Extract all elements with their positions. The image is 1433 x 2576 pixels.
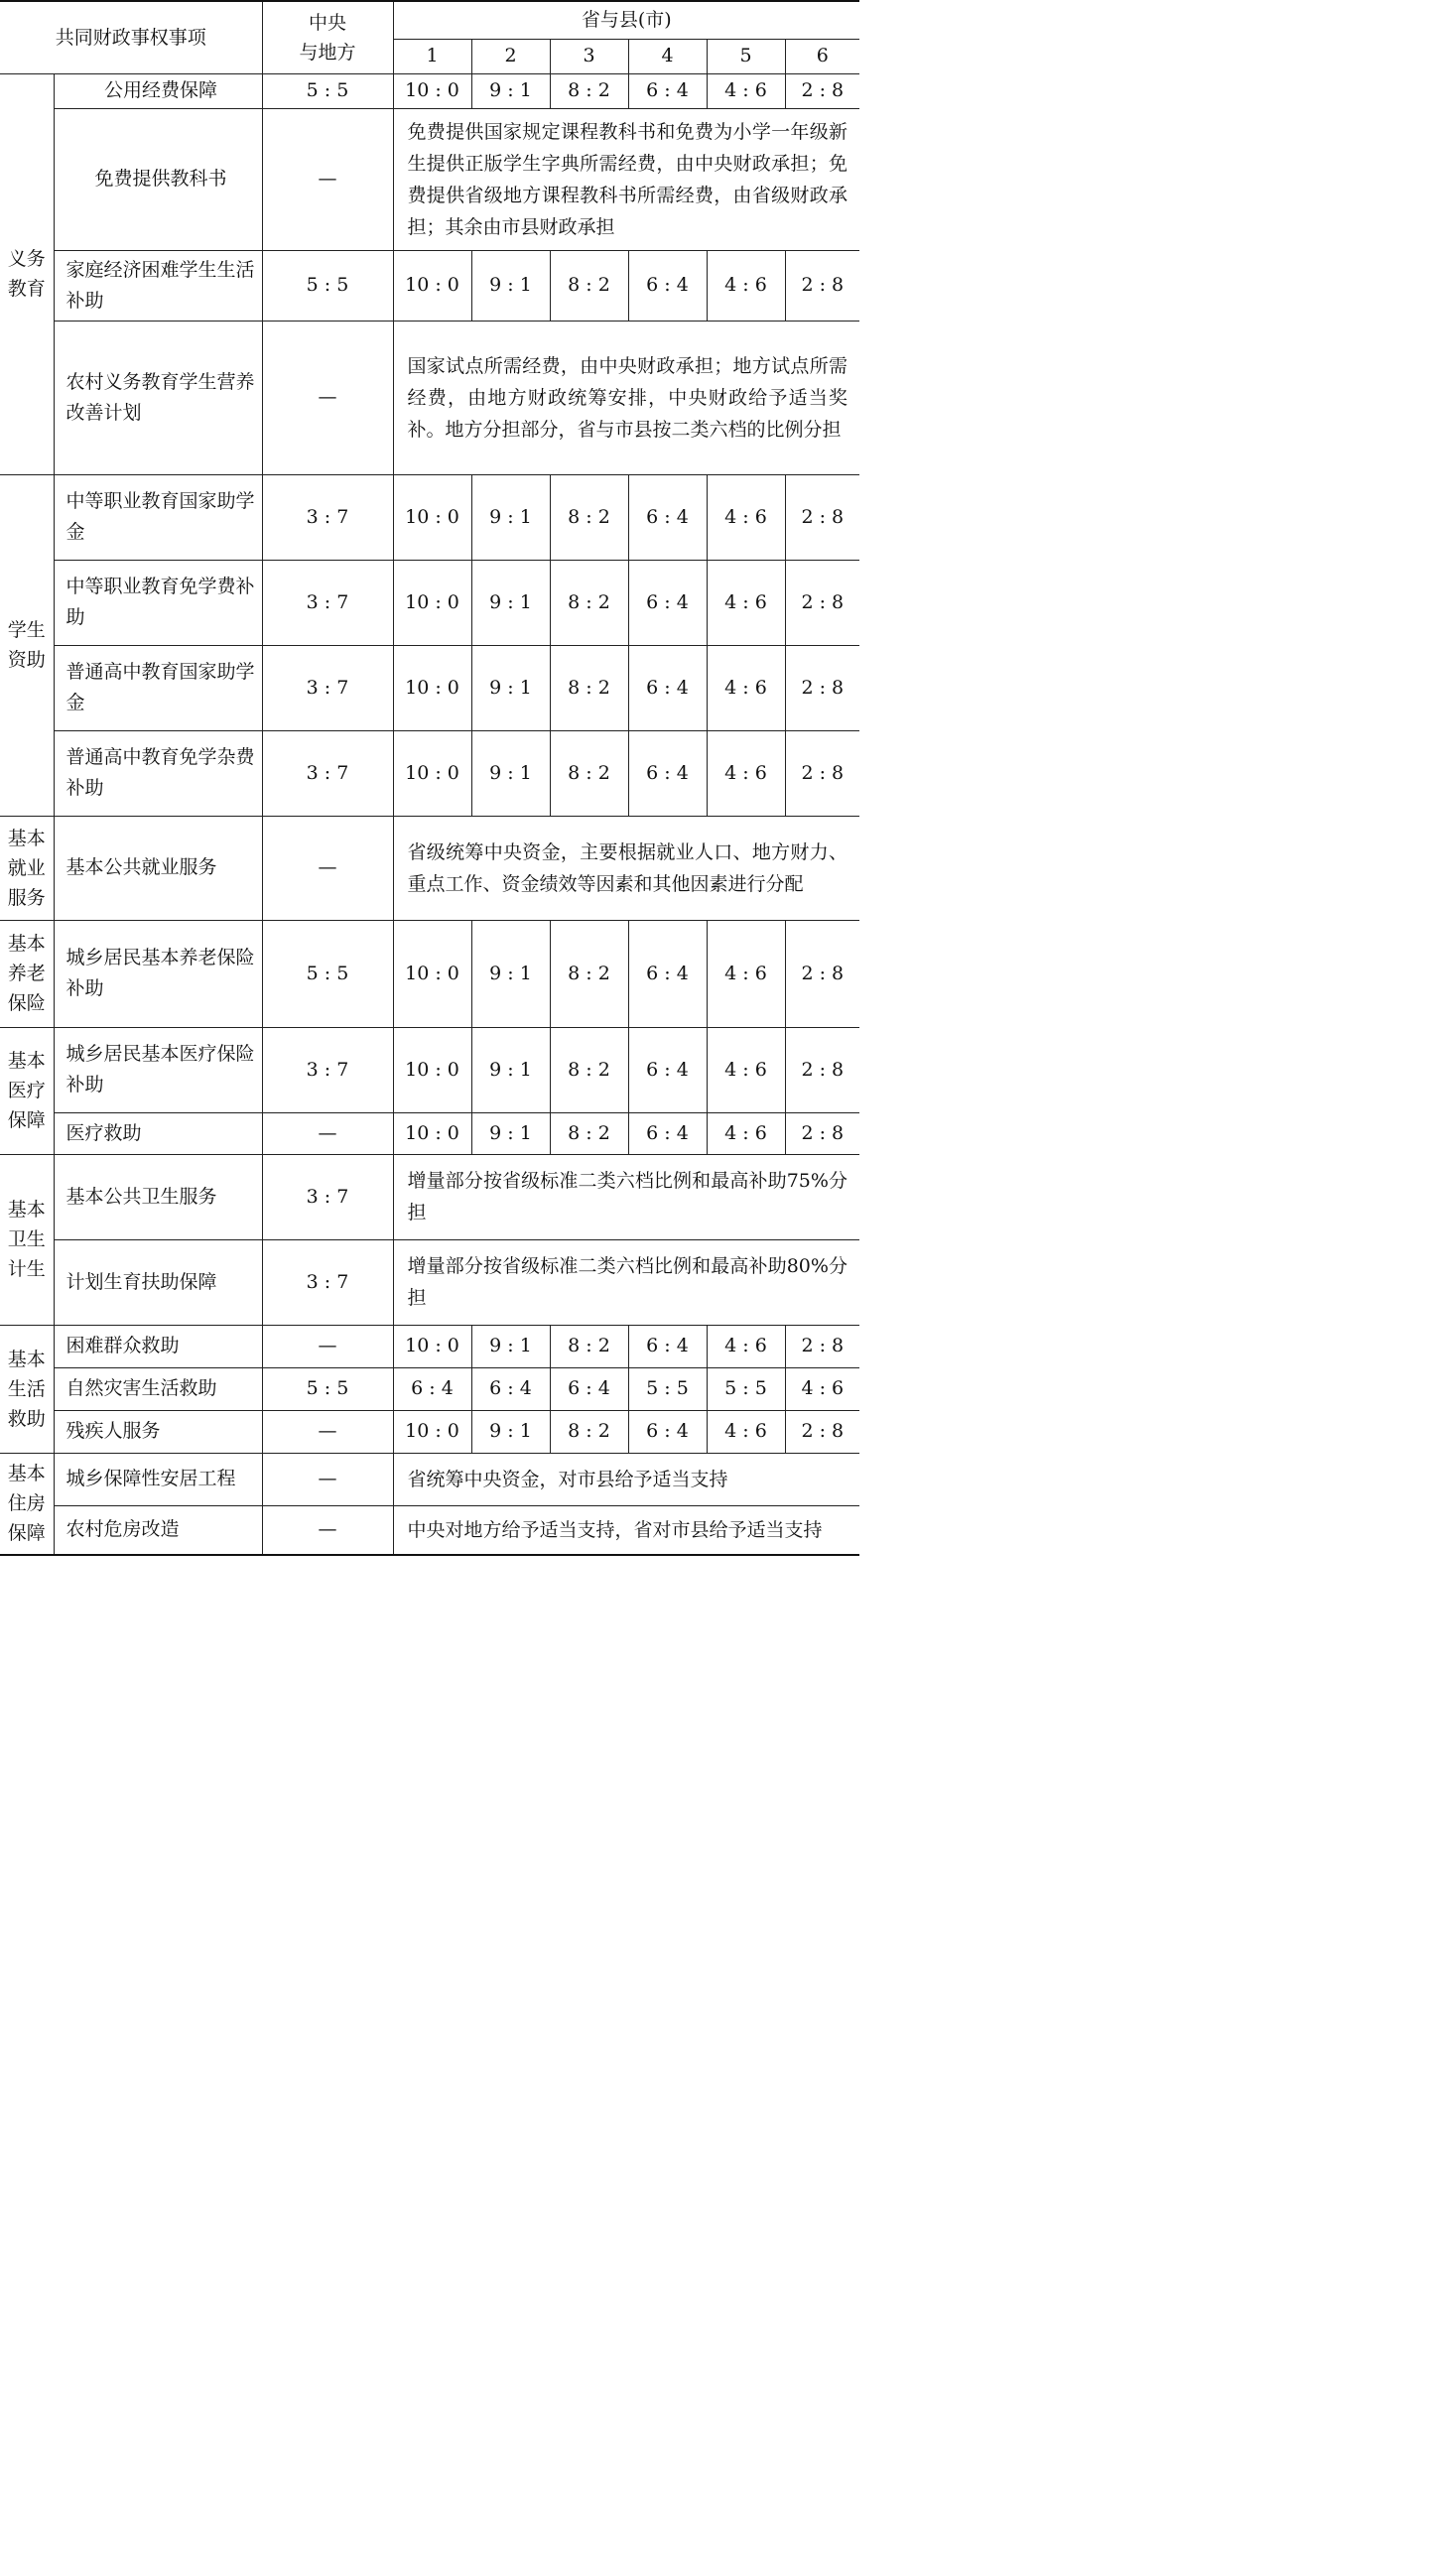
allocation-note: 省级统筹中央资金，主要根据就业人口、地方财力、重点工作、资金绩效等因素和其他因素进行分配 bbox=[393, 816, 859, 920]
central-share: 5 : 5 bbox=[262, 1367, 393, 1410]
header-central-line2: 与地方 bbox=[299, 41, 356, 64]
category-living-assistance: 基本生活救助 bbox=[0, 1325, 54, 1453]
grade-ratio: 2 : 8 bbox=[785, 920, 859, 1027]
item-nutrition-plan: 农村义务教育学生营养改善计划 bbox=[54, 321, 262, 474]
grade-ratio: 2 : 8 bbox=[785, 1410, 859, 1453]
grade-ratio: 4 : 6 bbox=[707, 560, 785, 645]
allocation-note: 免费提供国家规定课程教科书和免费为小学一年级新生提供正版学生字典所需经费，由中央财政承担；免费提供省级地方课程教科书所需经费，由省级财政承担；其余由市县财政承担 bbox=[393, 108, 859, 250]
central-share: 5 : 5 bbox=[262, 73, 393, 108]
grade-ratio: 6 : 4 bbox=[628, 1325, 707, 1367]
central-share: 3 : 7 bbox=[262, 1239, 393, 1325]
item-public-funds: 公用经费保障 bbox=[54, 73, 262, 108]
item-family-planning-support: 计划生育扶助保障 bbox=[54, 1239, 262, 1325]
grade-ratio: 6 : 4 bbox=[628, 73, 707, 108]
grade-ratio: 9 : 1 bbox=[471, 474, 550, 560]
allocation-note: 中央对地方给予适当支持，省对市县给予适当支持 bbox=[393, 1505, 859, 1555]
grade-ratio: 4 : 6 bbox=[707, 250, 785, 321]
grade-ratio: 10 : 0 bbox=[393, 1112, 471, 1154]
item-medical-aid: 医疗救助 bbox=[54, 1112, 262, 1154]
category-employment-service: 基本就业服务 bbox=[0, 816, 54, 920]
header-grade-3: 3 bbox=[550, 39, 628, 73]
category-medical-security: 基本医疗保障 bbox=[0, 1027, 54, 1154]
grade-ratio: 10 : 0 bbox=[393, 730, 471, 816]
category-compulsory-education: 义务教育 bbox=[0, 73, 54, 474]
allocation-note: 增量部分按省级标准二类六档比例和最高补助75%分担 bbox=[393, 1154, 859, 1239]
central-share: — bbox=[262, 108, 393, 250]
grade-ratio: 10 : 0 bbox=[393, 73, 471, 108]
grade-ratio: 9 : 1 bbox=[471, 920, 550, 1027]
category-health-family-planning: 基本卫生计生 bbox=[0, 1154, 54, 1325]
item-disabled-services: 残疾人服务 bbox=[54, 1410, 262, 1453]
header-grade-1: 1 bbox=[393, 39, 471, 73]
grade-ratio: 8 : 2 bbox=[550, 1325, 628, 1367]
grade-ratio: 9 : 1 bbox=[471, 1325, 550, 1367]
grade-ratio: 4 : 6 bbox=[707, 645, 785, 730]
grade-ratio: 2 : 8 bbox=[785, 1112, 859, 1154]
grade-ratio: 5 : 5 bbox=[707, 1367, 785, 1410]
item-vocational-tuition: 中等职业教育免学费补助 bbox=[54, 560, 262, 645]
grade-ratio: 2 : 8 bbox=[785, 560, 859, 645]
grade-ratio: 4 : 6 bbox=[707, 730, 785, 816]
grade-ratio: 10 : 0 bbox=[393, 474, 471, 560]
central-share: 3 : 7 bbox=[262, 730, 393, 816]
central-share: — bbox=[262, 321, 393, 474]
grade-ratio: 2 : 8 bbox=[785, 73, 859, 108]
category-housing-security: 基本住房保障 bbox=[0, 1453, 54, 1555]
grade-ratio: 8 : 2 bbox=[550, 730, 628, 816]
grade-ratio: 4 : 6 bbox=[707, 1410, 785, 1453]
central-share: 5 : 5 bbox=[262, 250, 393, 321]
grade-ratio: 8 : 2 bbox=[550, 560, 628, 645]
central-share: — bbox=[262, 1112, 393, 1154]
fiscal-responsibility-table bbox=[0, 0, 859, 1556]
grade-ratio: 6 : 4 bbox=[628, 474, 707, 560]
item-living-subsidy: 家庭经济困难学生生活补助 bbox=[54, 250, 262, 321]
grade-ratio: 9 : 1 bbox=[471, 1410, 550, 1453]
header-grade-6: 6 bbox=[785, 39, 859, 73]
item-free-textbooks: 免费提供教科书 bbox=[54, 108, 262, 250]
central-share: 3 : 7 bbox=[262, 1027, 393, 1112]
grade-ratio: 2 : 8 bbox=[785, 645, 859, 730]
grade-ratio: 9 : 1 bbox=[471, 560, 550, 645]
grade-ratio: 8 : 2 bbox=[550, 1027, 628, 1112]
grade-ratio: 9 : 1 bbox=[471, 250, 550, 321]
item-vocational-grant: 中等职业教育国家助学金 bbox=[54, 474, 262, 560]
central-share: 3 : 7 bbox=[262, 474, 393, 560]
grade-ratio: 8 : 2 bbox=[550, 1112, 628, 1154]
grade-ratio: 6 : 4 bbox=[628, 1027, 707, 1112]
item-highschool-grant: 普通高中教育国家助学金 bbox=[54, 645, 262, 730]
grade-ratio: 6 : 4 bbox=[471, 1367, 550, 1410]
grade-ratio: 4 : 6 bbox=[707, 1112, 785, 1154]
central-share: 5 : 5 bbox=[262, 920, 393, 1027]
grade-ratio: 4 : 6 bbox=[707, 73, 785, 108]
grade-ratio: 5 : 5 bbox=[628, 1367, 707, 1410]
grade-ratio: 4 : 6 bbox=[707, 1325, 785, 1367]
grade-ratio: 6 : 4 bbox=[628, 1410, 707, 1453]
grade-ratio: 6 : 4 bbox=[628, 560, 707, 645]
header-central bbox=[262, 1, 393, 73]
header-grade-5: 5 bbox=[707, 39, 785, 73]
grade-ratio: 10 : 0 bbox=[393, 920, 471, 1027]
grade-ratio: 9 : 1 bbox=[471, 1112, 550, 1154]
item-pension-subsidy: 城乡居民基本养老保险补助 bbox=[54, 920, 262, 1027]
grade-ratio: 6 : 4 bbox=[628, 920, 707, 1027]
grade-ratio: 6 : 4 bbox=[628, 730, 707, 816]
grade-ratio: 4 : 6 bbox=[707, 1027, 785, 1112]
item-affordable-housing: 城乡保障性安居工程 bbox=[54, 1453, 262, 1505]
central-share: — bbox=[262, 1325, 393, 1367]
grade-ratio: 8 : 2 bbox=[550, 1410, 628, 1453]
grade-ratio: 10 : 0 bbox=[393, 1027, 471, 1112]
category-student-aid: 学生资助 bbox=[0, 474, 54, 816]
grade-ratio: 2 : 8 bbox=[785, 474, 859, 560]
central-share: 3 : 7 bbox=[262, 645, 393, 730]
grade-ratio: 6 : 4 bbox=[628, 645, 707, 730]
grade-ratio: 8 : 2 bbox=[550, 73, 628, 108]
central-share: — bbox=[262, 1410, 393, 1453]
grade-ratio: 9 : 1 bbox=[471, 645, 550, 730]
grade-ratio: 8 : 2 bbox=[550, 920, 628, 1027]
item-highschool-fee-waiver: 普通高中教育免学杂费补助 bbox=[54, 730, 262, 816]
header-grade-2: 2 bbox=[471, 39, 550, 73]
item-public-employment: 基本公共就业服务 bbox=[54, 816, 262, 920]
central-share: — bbox=[262, 1505, 393, 1555]
item-rural-dilapidated-housing: 农村危房改造 bbox=[54, 1505, 262, 1555]
grade-ratio: 6 : 4 bbox=[393, 1367, 471, 1410]
grade-ratio: 10 : 0 bbox=[393, 1325, 471, 1367]
grade-ratio: 10 : 0 bbox=[393, 560, 471, 645]
central-share: 3 : 7 bbox=[262, 1154, 393, 1239]
grade-ratio: 9 : 1 bbox=[471, 73, 550, 108]
item-medical-insurance-subsidy: 城乡居民基本医疗保险补助 bbox=[54, 1027, 262, 1112]
grade-ratio: 9 : 1 bbox=[471, 1027, 550, 1112]
grade-ratio: 4 : 6 bbox=[785, 1367, 859, 1410]
header-grade-4: 4 bbox=[628, 39, 707, 73]
allocation-note: 省统筹中央资金，对市县给予适当支持 bbox=[393, 1453, 859, 1505]
allocation-note: 增量部分按省级标准二类六档比例和最高补助80%分担 bbox=[393, 1239, 859, 1325]
grade-ratio: 10 : 0 bbox=[393, 645, 471, 730]
item-public-health: 基本公共卫生服务 bbox=[54, 1154, 262, 1239]
central-share: — bbox=[262, 1453, 393, 1505]
grade-ratio: 8 : 2 bbox=[550, 250, 628, 321]
grade-ratio: 8 : 2 bbox=[550, 645, 628, 730]
grade-ratio: 6 : 4 bbox=[550, 1367, 628, 1410]
item-disaster-relief: 自然灾害生活救助 bbox=[54, 1367, 262, 1410]
grade-ratio: 2 : 8 bbox=[785, 250, 859, 321]
grade-ratio: 4 : 6 bbox=[707, 920, 785, 1027]
grade-ratio: 2 : 8 bbox=[785, 1027, 859, 1112]
grade-ratio: 6 : 4 bbox=[628, 250, 707, 321]
grade-ratio: 2 : 8 bbox=[785, 730, 859, 816]
central-share: — bbox=[262, 816, 393, 920]
central-share: 3 : 7 bbox=[262, 560, 393, 645]
grade-ratio: 4 : 6 bbox=[707, 474, 785, 560]
grade-ratio: 10 : 0 bbox=[393, 250, 471, 321]
category-pension-insurance: 基本养老保险 bbox=[0, 920, 54, 1027]
header-central-line1: 中央 bbox=[309, 11, 347, 34]
document-page bbox=[0, 0, 866, 1556]
header-item: 共同财政事权事项 bbox=[0, 1, 262, 73]
grade-ratio: 6 : 4 bbox=[628, 1112, 707, 1154]
grade-ratio: 9 : 1 bbox=[471, 730, 550, 816]
grade-ratio: 10 : 0 bbox=[393, 1410, 471, 1453]
grade-ratio: 8 : 2 bbox=[550, 474, 628, 560]
grade-ratio: 2 : 8 bbox=[785, 1325, 859, 1367]
header-province-county: 省与县(市) bbox=[393, 1, 859, 39]
allocation-note: 国家试点所需经费，由中央财政承担；地方试点所需经费，由地方财政统筹安排，中央财政给予适当奖补。地方分担部分，省与市县按二类六档的比例分担 bbox=[393, 321, 859, 474]
item-needy-assistance: 困难群众救助 bbox=[54, 1325, 262, 1367]
